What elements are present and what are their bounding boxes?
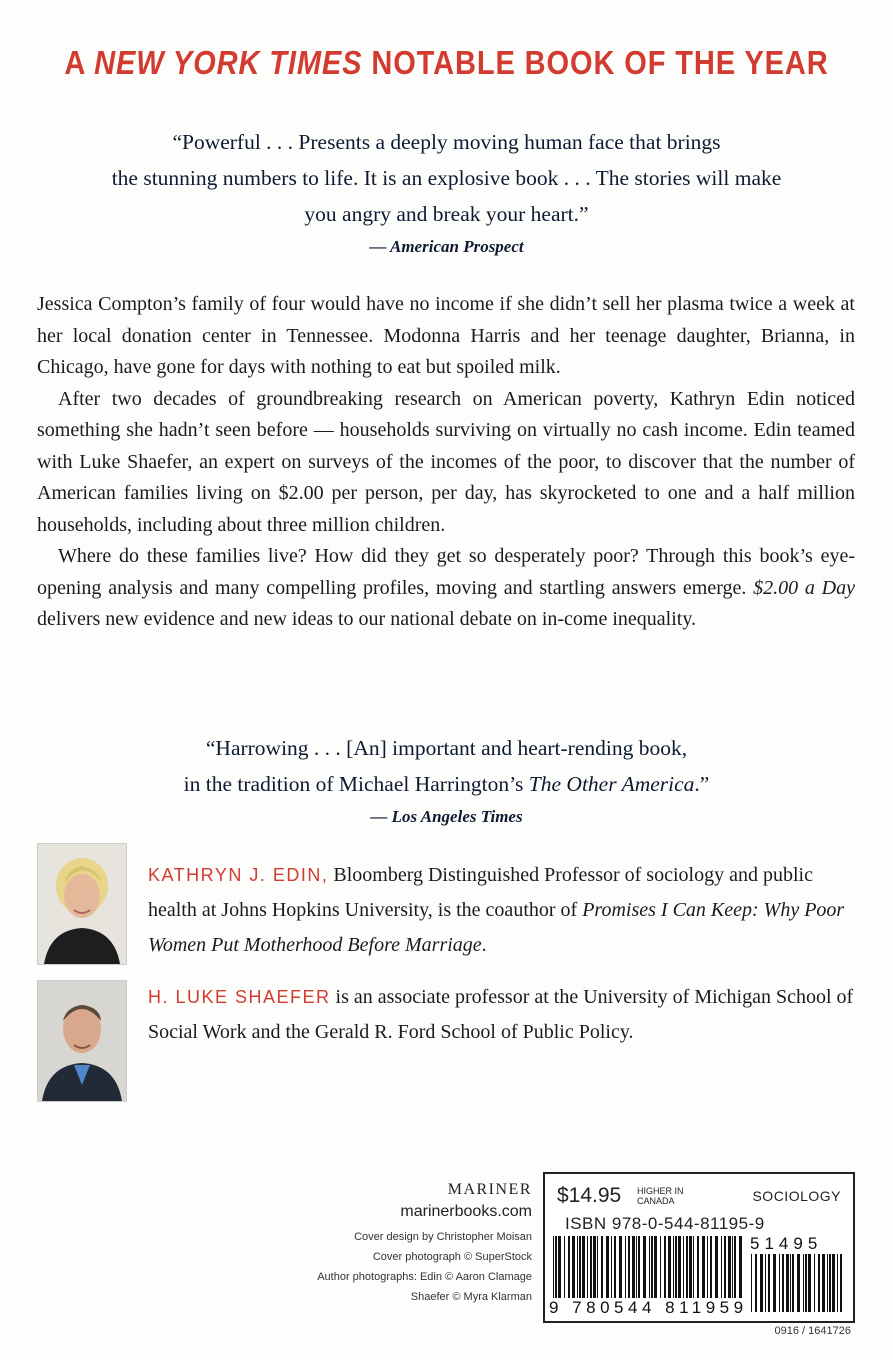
quote-attribution: — Los Angeles Times [370,807,523,826]
quote-line: the stunning numbers to life. It is an explosive book . . . The stories will make [111,166,782,190]
price-note: HIGHER IN CANADA [637,1186,684,1206]
description-paragraph: Where do these families live? How did they get so desperately poor? Through this book’s eye-opening analysis and many compelling profiles, moving and startling answers emerge. $2.00 a Day delivers new evidence and new ideas to our national debate on in-come inequality. [37,545,855,630]
quote-american-prospect [0,124,893,262]
book-description [37,289,855,636]
stock-code: 0916 / 1641726 [774,1325,851,1337]
author-photo-shaefer [37,980,127,1102]
headline-nyt: NEW YORK TIMES [94,44,363,81]
isbn: ISBN 978-0-544-81195-9 [565,1214,765,1233]
publisher-url: marinerbooks.com [400,1203,532,1220]
headline: A NEW YORK TIMES NOTABLE BOOK OF THE YEAR [64,44,829,81]
barcode-number: 9 780544 811959 [549,1298,748,1317]
coauthored-book-title: Promises I Can Keep: Why Poor Women Put Motherhood Before Marriage [148,899,845,956]
author-bio-shaefer: H. LUKE SHAEFER is an associate professor at the University of Michigan School of Social Work and the Gerald R. Ford School of Public Policy. [148,986,854,1043]
book-title: $2.00 a Day [753,576,855,599]
barcode-bars-icon [553,1236,745,1306]
photo-credits [317,1227,532,1307]
quote-line: “Harrowing . . . [An] important and heart-rending book, [205,736,688,760]
quote-attribution: — American Prospect [369,237,524,256]
description-paragraph: Jessica Compton’s family of four would have no income if she didn’t sell her plasma twice a week at her local donation center in Tennessee. Modonna Harris and her teenage daughter, Brianna, in Chicago, have gone for days with nothing to eat but spoiled milk. [37,293,855,378]
author-bio-edin: KATHRYN J. EDIN, Bloomberg Distinguished Professor of sociology and public health at Johns Hopkins University, is the coauthor of Promises I Can Keep: Why Poor Women Put Motherhood Before Marriage. [148,864,845,956]
publisher-imprint: MARINER [447,1181,532,1198]
author-photo-edin [37,843,127,965]
credit-line: Cover design by Christopher Moisan [354,1231,532,1243]
category: SOCIOLOGY [752,1188,841,1204]
quote-line: you angry and break your heart.” [304,202,589,226]
quote-line: “Powerful . . . Presents a deeply moving human face that brings [172,130,721,154]
quote-la-times [0,730,893,832]
publisher-info [317,1181,532,1307]
description-paragraph: After two decades of groundbreaking research on American poverty, Kathryn Edin noticed something she hadn’t seen before — households surviving on virtually no cash income. Edin teamed with Luke Shaefer, an expert on surveys of the incomes of the poor, to discover that the number of American families living on $2.00 per person, per day, has skyrocketed to one and a half million households, including about three million children. [37,387,855,536]
author-name: KATHRYN J. EDIN, [148,865,329,885]
credit-line: Author photographs: Edin © Aaron Clamage [317,1271,532,1283]
credit-line: Shaefer © Myra Klarman [410,1291,532,1303]
price: $14.95 [557,1184,622,1207]
barcode-box [543,1172,855,1323]
quote-line: in the tradition of Michael Harrington’s The Other America.” [183,772,710,796]
barcode-addon-number: 51495 [750,1234,823,1253]
credit-line: Cover photograph © SuperStock [372,1251,532,1263]
quoted-book-title: The Other America [528,772,695,796]
barcode-addon-bars-icon [751,1254,843,1312]
author-name: H. LUKE SHAEFER [148,987,331,1007]
